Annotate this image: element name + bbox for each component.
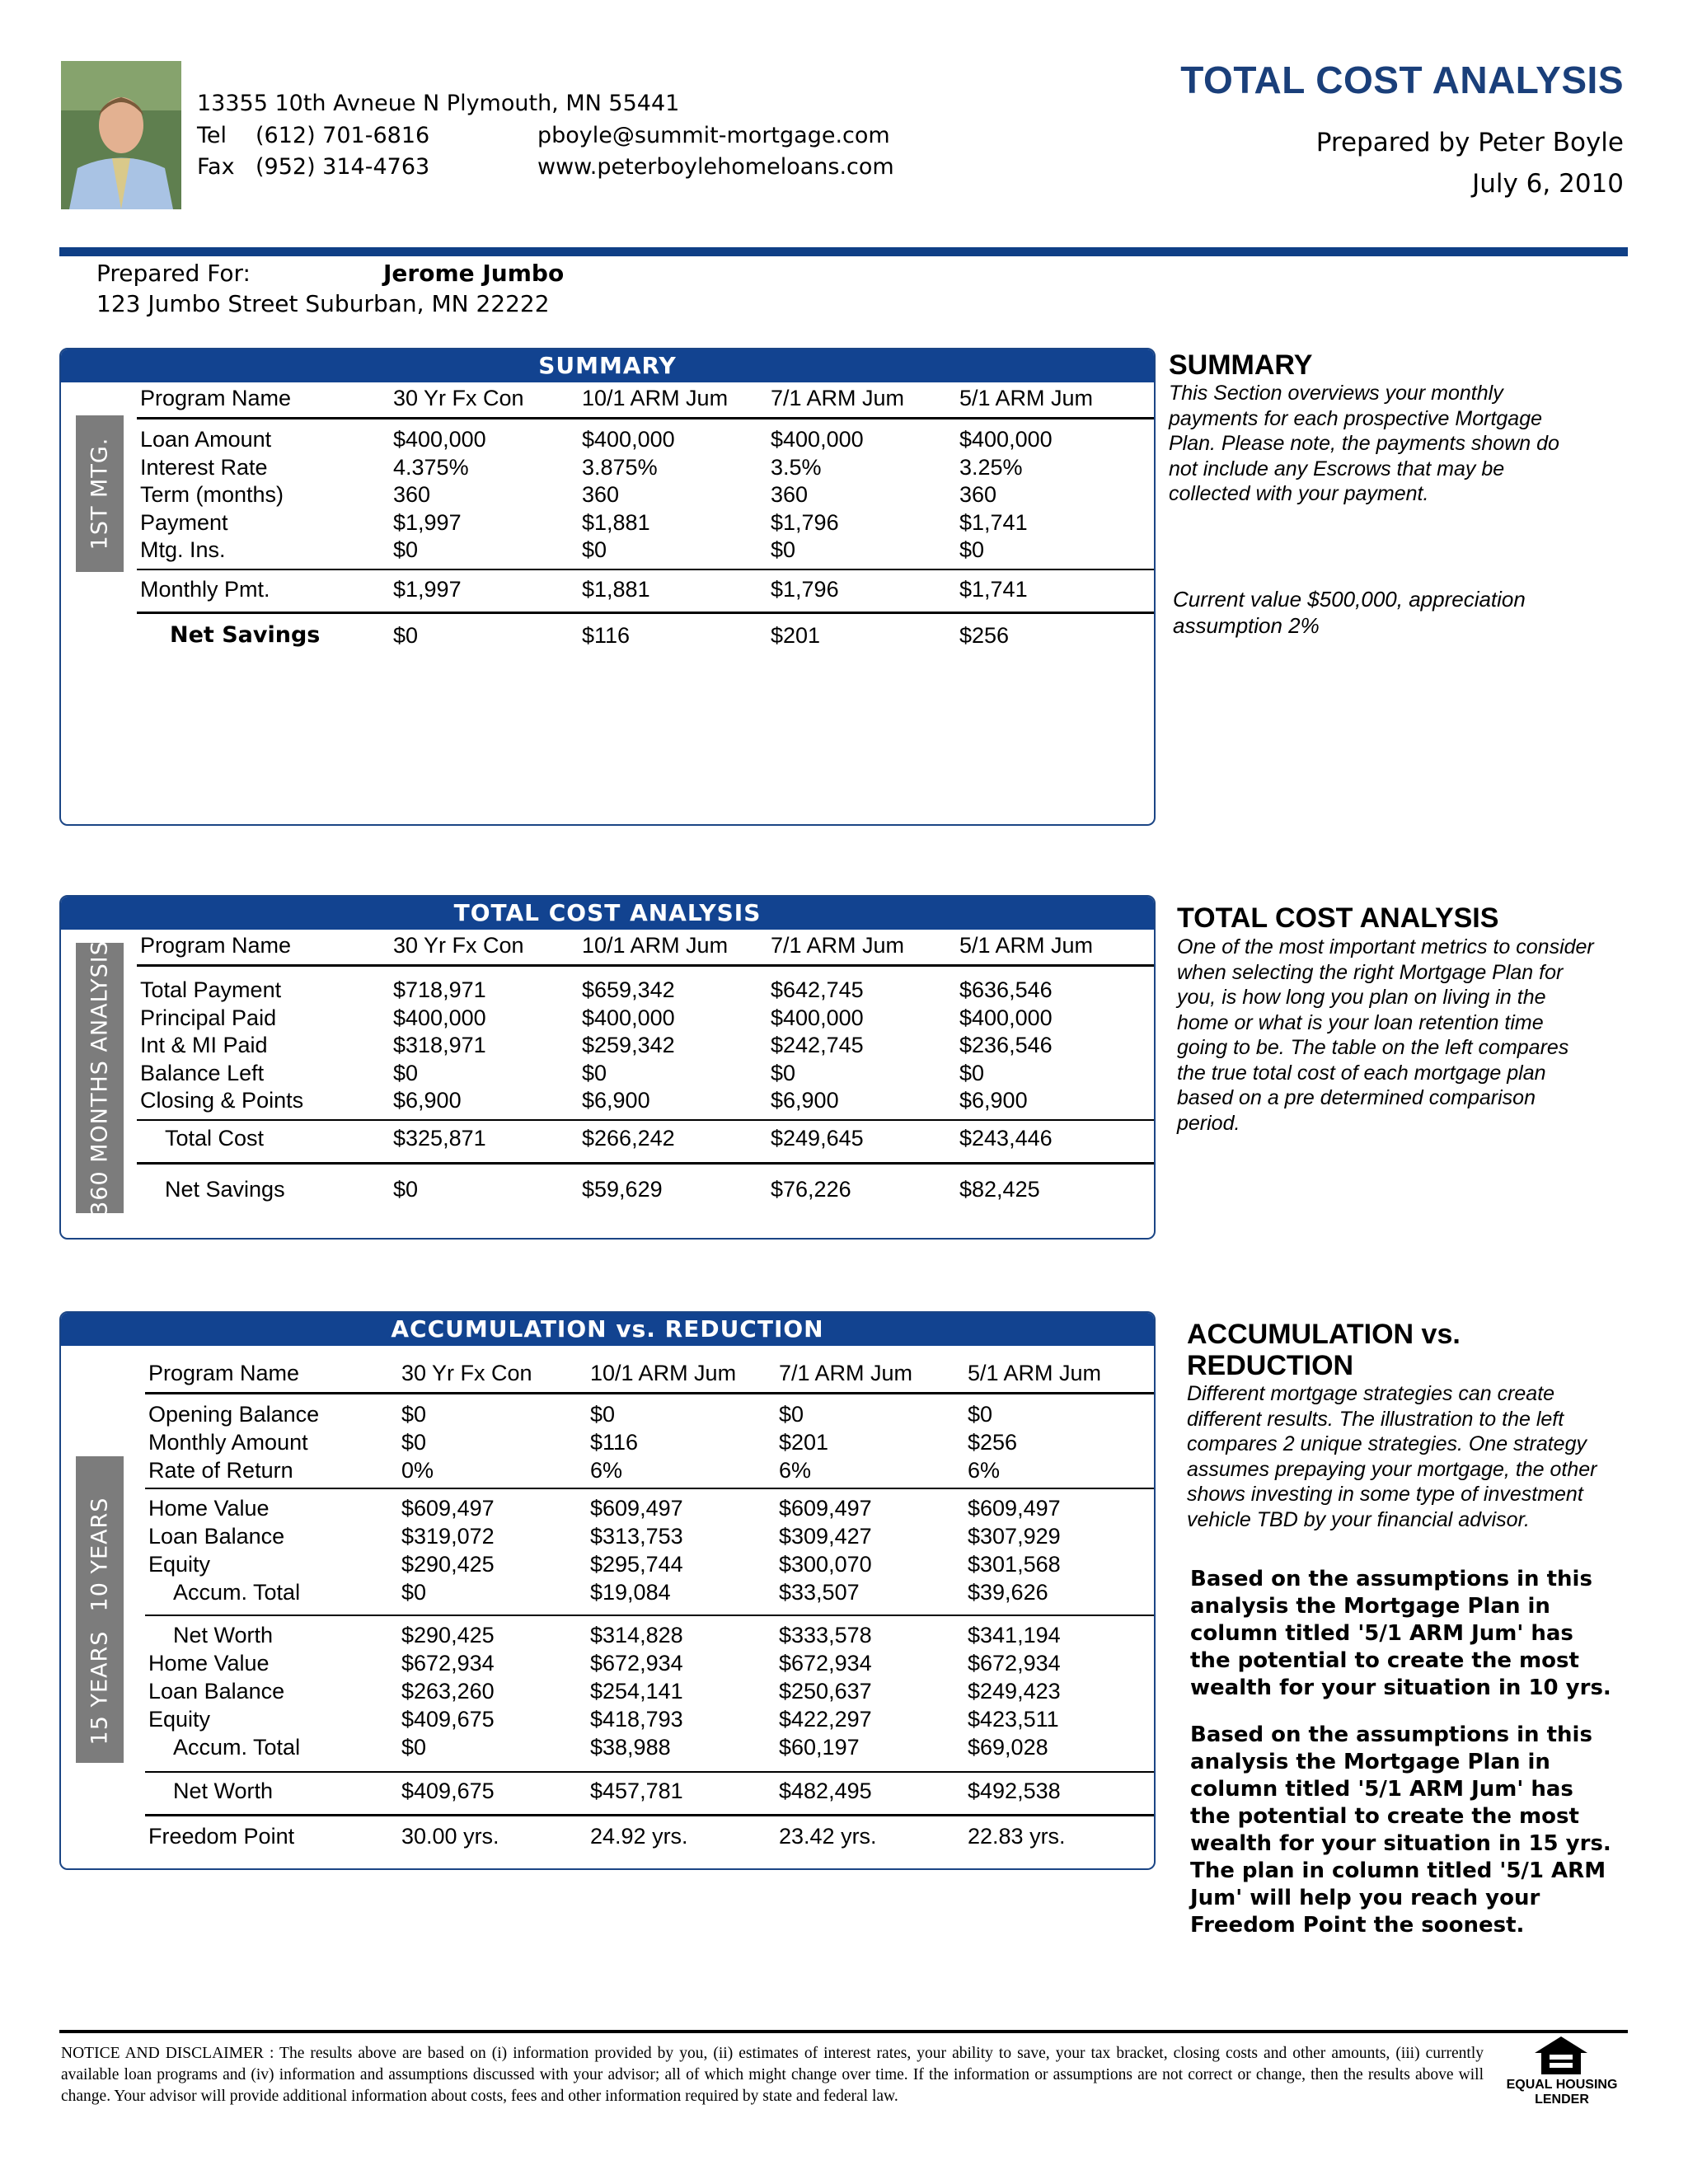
- tel-label: Tel: [197, 123, 227, 148]
- row-value: $400,000: [393, 1005, 486, 1030]
- row-value: $400,000: [771, 1005, 864, 1030]
- row-value: 23.42 yrs.: [779, 1824, 877, 1849]
- row-value: $250,637: [779, 1679, 872, 1704]
- row-value: $116: [590, 1430, 639, 1455]
- row-value: $0: [393, 623, 419, 648]
- row-label: Net Worth: [173, 1623, 274, 1647]
- row-label: Total Cost: [165, 1126, 265, 1151]
- row-value: $423,511: [968, 1707, 1059, 1732]
- row-value: $0: [401, 1735, 427, 1760]
- row-value: $0: [401, 1580, 427, 1605]
- row-value: $201: [779, 1430, 829, 1455]
- total-cost-panel-title: TOTAL COST ANALYSIS: [61, 897, 1154, 930]
- row-value: $609,497: [779, 1496, 872, 1521]
- row-value: 10/1 ARM Jum: [582, 933, 729, 958]
- row-value: $636,546: [959, 977, 1053, 1002]
- row-value: $457,781: [590, 1779, 683, 1803]
- row-label: Mtg. Ins.: [140, 537, 226, 562]
- client-address: 123 Jumbo Street Suburban, MN 22222: [96, 290, 550, 317]
- row-value: $0: [959, 537, 985, 562]
- row-value: $301,568: [968, 1552, 1061, 1577]
- table-rule: [137, 612, 1156, 614]
- row-label: Loan Amount: [140, 427, 272, 452]
- row-value: $38,988: [590, 1735, 671, 1760]
- table-rule: [137, 417, 1156, 419]
- row-value: 7/1 ARM Jum: [779, 1361, 913, 1385]
- row-value: $0: [393, 1060, 419, 1085]
- row-value: $307,929: [968, 1524, 1061, 1549]
- summary-panel-title: SUMMARY: [61, 349, 1154, 382]
- row-value: $266,242: [582, 1126, 675, 1151]
- row-value: $0: [401, 1430, 427, 1455]
- row-value: $290,425: [401, 1623, 495, 1647]
- row-value: 3.25%: [959, 454, 1023, 480]
- row-value: $1,997: [393, 577, 462, 602]
- row-value: $609,497: [968, 1496, 1061, 1521]
- agent-website[interactable]: www.peterboylehomeloans.com: [537, 154, 894, 180]
- row-value: 360: [393, 482, 431, 507]
- row-value: $259,342: [582, 1033, 675, 1057]
- row-value: 7/1 ARM Jum: [771, 933, 905, 958]
- row-value: $1,741: [959, 509, 1028, 535]
- row-value: $300,070: [779, 1552, 872, 1577]
- row-value: 22.83 yrs.: [968, 1824, 1066, 1849]
- row-value: 5/1 ARM Jum: [959, 933, 1094, 958]
- row-value: $609,497: [590, 1496, 683, 1521]
- row-value: 3.5%: [771, 454, 822, 480]
- accum-15yr-conclusion: Based on the assumptions in this analysis the Mortgage Plan in column titled '5/1 ARM Jum' has the potential to create the most wealth for your situation in 15 yrs. The plan in column titled '5/1 ARM Jum' will help you reach your Freedom Point the soonest.: [1190, 1722, 1611, 1938]
- table-rule: [137, 1119, 1156, 1121]
- row-value: 6%: [968, 1458, 1001, 1483]
- table-rule: [137, 569, 1156, 570]
- row-value: $69,028: [968, 1735, 1048, 1760]
- row-label: Home Value: [148, 1496, 270, 1521]
- row-value: $341,194: [968, 1623, 1061, 1647]
- row-value: $718,971: [393, 977, 486, 1002]
- row-value: $242,745: [771, 1033, 864, 1057]
- row-value: 5/1 ARM Jum: [968, 1361, 1102, 1385]
- row-label: Freedom Point: [148, 1824, 295, 1849]
- row-value: $400,000: [959, 427, 1053, 452]
- row-value: $409,675: [401, 1779, 495, 1803]
- row-value: 360: [582, 482, 620, 507]
- row-label: Balance Left: [140, 1060, 265, 1085]
- equal-housing-icon: [1531, 2035, 1591, 2076]
- row-value: $290,425: [401, 1552, 495, 1577]
- ten-years-side-label: 10 YEARS: [76, 1456, 124, 1652]
- row-value: $0: [401, 1402, 427, 1427]
- row-value: $659,342: [582, 977, 675, 1002]
- row-label: Monthly Amount: [148, 1430, 308, 1455]
- accum-10yr-conclusion: Based on the assumptions in this analysis the Mortgage Plan in column titled '5/1 ARM Jum' has the potential to create the most wealth for your situation in 10 yrs.: [1190, 1567, 1611, 1700]
- row-value: $201: [771, 623, 821, 648]
- row-value: $116: [582, 623, 631, 648]
- row-value: $76,226: [771, 1177, 851, 1202]
- row-label: Total Payment: [140, 977, 282, 1002]
- row-value: 10/1 ARM Jum: [590, 1361, 737, 1385]
- row-value: $254,141: [590, 1679, 683, 1704]
- summary-side-heading: SUMMARY: [1169, 349, 1313, 381]
- tca-side-label: 360 MONTHS ANALYSIS: [76, 943, 124, 1213]
- row-value: $0: [582, 1060, 607, 1085]
- row-value: $6,900: [959, 1088, 1028, 1113]
- row-value: $672,934: [401, 1651, 495, 1675]
- row-label: Loan Balance: [148, 1524, 285, 1549]
- row-value: $0: [393, 1177, 419, 1202]
- row-value: $1,796: [771, 509, 839, 535]
- row-value: $1,796: [771, 577, 839, 602]
- row-value: $418,793: [590, 1707, 683, 1732]
- row-label: Closing & Points: [140, 1088, 304, 1113]
- row-value: 6%: [590, 1458, 623, 1483]
- summary-panel: [59, 348, 1156, 826]
- fax-number: (952) 314-4763: [256, 154, 430, 180]
- prepared-by: Prepared by Peter Boyle: [1315, 128, 1624, 157]
- row-value: $609,497: [401, 1496, 495, 1521]
- table-rule: [145, 1392, 1156, 1394]
- row-value: $309,427: [779, 1524, 872, 1549]
- summary-side-label: 1ST MTG.: [76, 415, 124, 572]
- prepared-for-label: Prepared For:: [96, 260, 251, 287]
- table-rule: [137, 964, 1156, 967]
- row-value: $0: [959, 1060, 985, 1085]
- prepared-date: July 6, 2010: [1472, 169, 1624, 199]
- table-rule: [145, 1615, 1156, 1616]
- row-value: $249,645: [771, 1126, 864, 1151]
- row-value: $6,900: [771, 1088, 839, 1113]
- row-value: $400,000: [393, 427, 486, 452]
- row-value: $0: [393, 537, 419, 562]
- row-value: $263,260: [401, 1679, 495, 1704]
- row-value: $256: [968, 1430, 1018, 1455]
- row-value: $314,828: [590, 1623, 683, 1647]
- row-value: $672,934: [968, 1651, 1061, 1675]
- row-label: Opening Balance: [148, 1402, 320, 1427]
- agent-photo: [61, 61, 181, 209]
- row-value: 30 Yr Fx Con: [393, 933, 524, 958]
- row-label: Equity: [148, 1707, 211, 1732]
- row-value: $1,997: [393, 509, 462, 535]
- row-value: $0: [968, 1402, 993, 1427]
- accum-side-text: Different mortgage strategies can create different results. The illustration to the left compares 2 unique strategies. One strategy assumes prepaying your mortgage, the other shows investing in some type of investment vehicle TBD by your financial advisor.: [1187, 1382, 1597, 1531]
- row-value: $19,084: [590, 1580, 671, 1605]
- row-label: Term (months): [140, 482, 284, 507]
- row-value: $492,538: [968, 1779, 1061, 1803]
- row-label: Net Savings: [165, 1177, 285, 1202]
- row-value: $0: [590, 1402, 616, 1427]
- row-value: $1,741: [959, 577, 1028, 602]
- row-label: Int & MI Paid: [140, 1033, 268, 1057]
- row-value: 24.92 yrs.: [590, 1824, 688, 1849]
- row-value: 0%: [401, 1458, 434, 1483]
- document-title: TOTAL COST ANALYSIS: [1180, 59, 1624, 101]
- agent-address: 13355 10th Avneue N Plymouth, MN 55441: [197, 91, 680, 116]
- row-value: $236,546: [959, 1033, 1053, 1057]
- row-label: Monthly Pmt.: [140, 577, 270, 602]
- row-value: $1,881: [582, 577, 650, 602]
- accum-side-heading: ACCUMULATION vs. REDUCTION: [1187, 1319, 1461, 1381]
- total-cost-panel: [59, 895, 1156, 1240]
- row-value: $33,507: [779, 1580, 860, 1605]
- row-value: 360: [959, 482, 997, 507]
- row-value: $409,675: [401, 1707, 495, 1732]
- row-label: Accum. Total: [173, 1580, 301, 1605]
- footer-divider: [59, 2030, 1628, 2033]
- row-value: 10/1 ARM Jum: [582, 386, 729, 410]
- accumulation-panel: [59, 1311, 1156, 1870]
- row-value: $642,745: [771, 977, 864, 1002]
- row-value: $400,000: [771, 427, 864, 452]
- row-value: $39,626: [968, 1580, 1048, 1605]
- row-value: $60,197: [779, 1735, 860, 1760]
- row-value: $400,000: [582, 1005, 675, 1030]
- row-label: Interest Rate: [140, 454, 268, 480]
- row-label: Payment: [140, 509, 228, 535]
- row-value: $1,881: [582, 509, 650, 535]
- row-value: $256: [959, 623, 1010, 648]
- row-value: $6,900: [393, 1088, 462, 1113]
- row-value: 30 Yr Fx Con: [393, 386, 524, 410]
- row-value: 360: [771, 482, 809, 507]
- row-label: Rate of Return: [148, 1458, 293, 1483]
- row-value: $318,971: [393, 1033, 486, 1057]
- row-label: Equity: [148, 1552, 211, 1577]
- row-value: $0: [771, 537, 796, 562]
- row-label: Net Worth: [173, 1779, 274, 1803]
- row-label: Home Value: [148, 1651, 270, 1675]
- client-name: Jerome Jumbo: [383, 260, 565, 287]
- row-value: $82,425: [959, 1177, 1040, 1202]
- row-label: Program Name: [140, 386, 292, 410]
- row-value: $243,446: [959, 1126, 1053, 1151]
- tel-number: (612) 701-6816: [256, 123, 430, 148]
- fifteen-years-side-label: 15 YEARS: [76, 1613, 124, 1763]
- row-value: $333,578: [779, 1623, 872, 1647]
- row-value: $0: [779, 1402, 804, 1427]
- tca-side-text: One of the most important metrics to consider when selecting the right Mortgage Plan for you, is how long you plan on living in the home or what is your loan retention time going to be. The table on the left compares the true total cost of each mortgage plan based on a pre determined comparison period.: [1177, 935, 1594, 1135]
- table-rule: [145, 1771, 1156, 1773]
- row-value: 4.375%: [393, 454, 469, 480]
- row-value: 7/1 ARM Jum: [771, 386, 905, 410]
- row-value: $672,934: [590, 1651, 683, 1675]
- row-label: Principal Paid: [140, 1005, 277, 1030]
- row-value: $400,000: [582, 427, 675, 452]
- table-rule: [145, 1814, 1156, 1816]
- table-rule: [145, 1488, 1156, 1489]
- row-value: $295,744: [590, 1552, 683, 1577]
- row-value: $6,900: [582, 1088, 650, 1113]
- row-value: 5/1 ARM Jum: [959, 386, 1094, 410]
- row-value: $400,000: [959, 1005, 1053, 1030]
- row-label: Accum. Total: [173, 1735, 301, 1760]
- row-value: $0: [771, 1060, 796, 1085]
- disclaimer-text: NOTICE AND DISCLAIMER : The results above are based on (i) information provided by you, (ii) estimates of interest rates, your ability to save, your tax bracket, closing costs and other amounts, (iii) currently available loan programs and (iv) information and assumptions discussed with your advisor; all of which might change over time. If the information or assumptions are not correct or change, then the results above will change. Your advisor will provide additional information about costs, fees and other information required by state and federal law.: [61, 2045, 1484, 2105]
- row-label: Loan Balance: [148, 1679, 285, 1704]
- row-label: Net Savings: [170, 622, 321, 648]
- row-value: $422,297: [779, 1707, 872, 1732]
- accumulation-panel-title: ACCUMULATION vs. REDUCTION: [61, 1313, 1154, 1346]
- row-value: $672,934: [779, 1651, 872, 1675]
- summary-side-text: This Section overviews your monthly payments for each prospective Mortgage Plan. Please note, the payments shown do not include any Escrows that may be collected with your payment.: [1169, 382, 1559, 505]
- row-value: $319,072: [401, 1524, 495, 1549]
- row-value: 6%: [779, 1458, 812, 1483]
- table-rule: [137, 1162, 1156, 1165]
- agent-email[interactable]: pboyle@summit-mortgage.com: [537, 123, 890, 148]
- row-value: $325,871: [393, 1126, 486, 1151]
- row-label: Program Name: [140, 933, 292, 958]
- row-value: 3.875%: [582, 454, 658, 480]
- row-value: $249,423: [968, 1679, 1061, 1704]
- row-value: $482,495: [779, 1779, 872, 1803]
- row-label: Program Name: [148, 1361, 300, 1385]
- row-value: $0: [582, 537, 607, 562]
- tca-side-heading: TOTAL COST ANALYSIS: [1177, 902, 1499, 934]
- fax-label: Fax: [197, 154, 235, 180]
- header-divider: [59, 247, 1628, 256]
- equal-housing-label: EQUAL HOUSING LENDER: [1506, 2078, 1618, 2107]
- row-value: $59,629: [582, 1177, 663, 1202]
- row-value: 30 Yr Fx Con: [401, 1361, 532, 1385]
- row-value: $313,753: [590, 1524, 683, 1549]
- summary-side-note: Current value $500,000, appreciation assumption 2%: [1173, 587, 1526, 638]
- row-value: 30.00 yrs.: [401, 1824, 499, 1849]
